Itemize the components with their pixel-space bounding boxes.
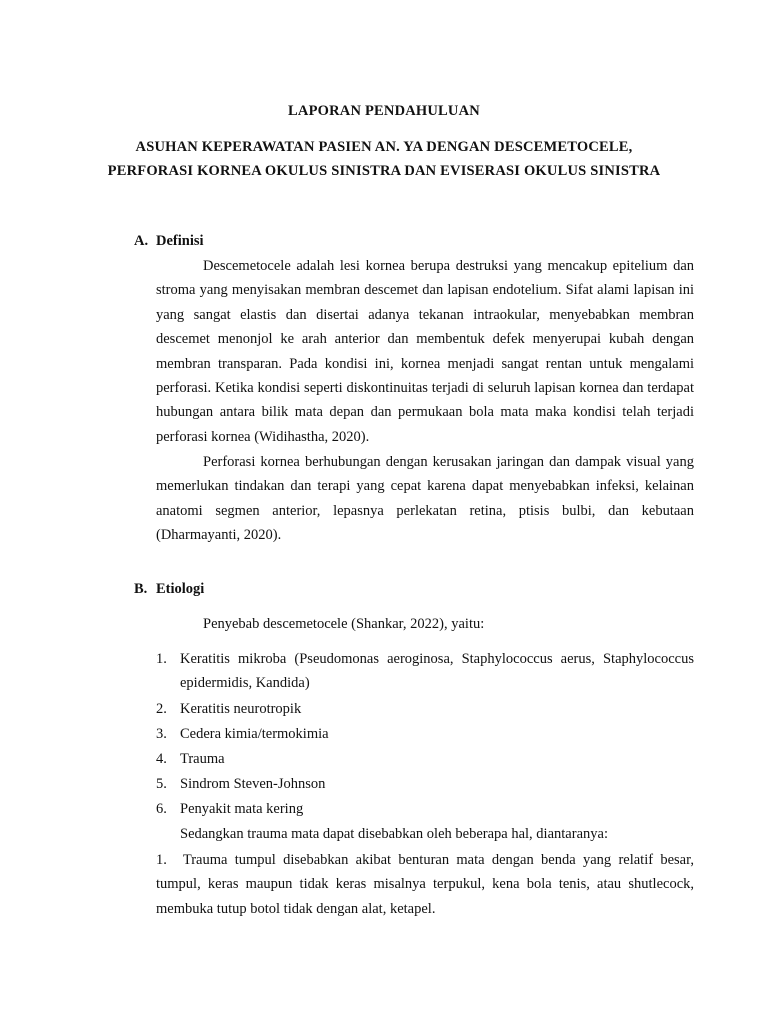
- cause-list-item: [156, 647, 694, 696]
- cause-text: Cedera kimia/termokimia: [180, 726, 329, 742]
- cause-list-item: [156, 772, 694, 796]
- definisi-paragraph-1: Descemetocele adalah lesi kornea berupa destruksi yang mencakup epitelium dan stroma yang menyisakan membran descemet dan lapisan endotelium. Sifat alami lapisan ini yang sangat elastis dan disertai adanya tekanan intraokular, menyebabkan membran descemet menonjol ke arah anterior dan membentuk defek menyerupai kubah dengan membran transparan. Pada kondisi ini, kornea menjadi sangat rentan untuk mengalami perforasi. Ketika kondisi seperti diskontinuitas terjadi di seluruh lapisan kornea dan terdapat hubungan antara bilik mata depan dan permukaan bola mata maka kondisi telah terjadi perforasi kornea (Widihastha, 2020).: [156, 258, 694, 445]
- cause-number: 4.: [156, 751, 167, 767]
- cause-list-item: [156, 747, 694, 771]
- trauma-number: 1.: [156, 852, 167, 868]
- cause-list-item: [156, 697, 694, 721]
- cause-number: 2.: [156, 701, 167, 717]
- cause-text: Trauma: [180, 751, 225, 767]
- cause-number: 3.: [156, 726, 167, 742]
- cause-number: 5.: [156, 776, 167, 792]
- cause-list-item: [156, 722, 694, 746]
- cause-number: 6.: [156, 801, 167, 817]
- section-b-title: Etiologi: [156, 581, 205, 597]
- cause-text: Keratitis mikroba (Pseudomonas aeroginosa, Staphylococcus aerus, Staphylococcus epidermidis, Kandida): [180, 651, 694, 692]
- etiologi-intro: Penyebab descemetocele (Shankar, 2022), yaitu:: [203, 616, 485, 632]
- cause-text: Keratitis neurotropik: [180, 701, 302, 717]
- document-subtitle-line-2: PERFORASI KORNEA OKULUS SINISTRA DAN EVISERASI OKULUS SINISTRA: [107, 163, 661, 179]
- document-title: LAPORAN PENDAHULUAN: [288, 103, 480, 119]
- trauma-list-item: [156, 848, 694, 921]
- cause-number: 1.: [156, 651, 167, 667]
- section-b-letter: B.: [134, 581, 148, 597]
- cause-text: Penyakit mata kering: [180, 801, 304, 817]
- section-a-title: Definisi: [156, 233, 204, 249]
- section-a-heading: [134, 233, 204, 250]
- definisi-paragraph-2: Perforasi kornea berhubungan dengan kerusakan jaringan dan dampak visual yang memerlukan tindakan dan terapi yang cepat karena dapat menyebabkan infeksi, kelainan anatomi segmen anterior, lepasnya perlekatan retina, ptisis bulbi, dan kebutaan (Dharmayanti, 2020).: [156, 454, 694, 544]
- section-a-letter: A.: [134, 233, 149, 249]
- trauma-intro: Sedangkan trauma mata dapat disebabkan oleh beberapa hal, diantaranya:: [180, 826, 608, 842]
- cause-list-item: [156, 797, 694, 821]
- cause-text: Sindrom Steven-Johnson: [180, 776, 326, 792]
- trauma-text: Trauma tumpul disebabkan akibat benturan mata dengan benda yang relatif besar, tumpul, keras maupun tidak keras misalnya terpukul, kena bola tenis, atau shutlecock, membuka tutup botol tidak dengan alat, ketapel.: [156, 852, 694, 917]
- section-b-heading: [134, 581, 204, 598]
- document-subtitle-line-1: ASUHAN KEPERAWATAN PASIEN AN. YA DENGAN DESCEMETOCELE,: [135, 139, 633, 155]
